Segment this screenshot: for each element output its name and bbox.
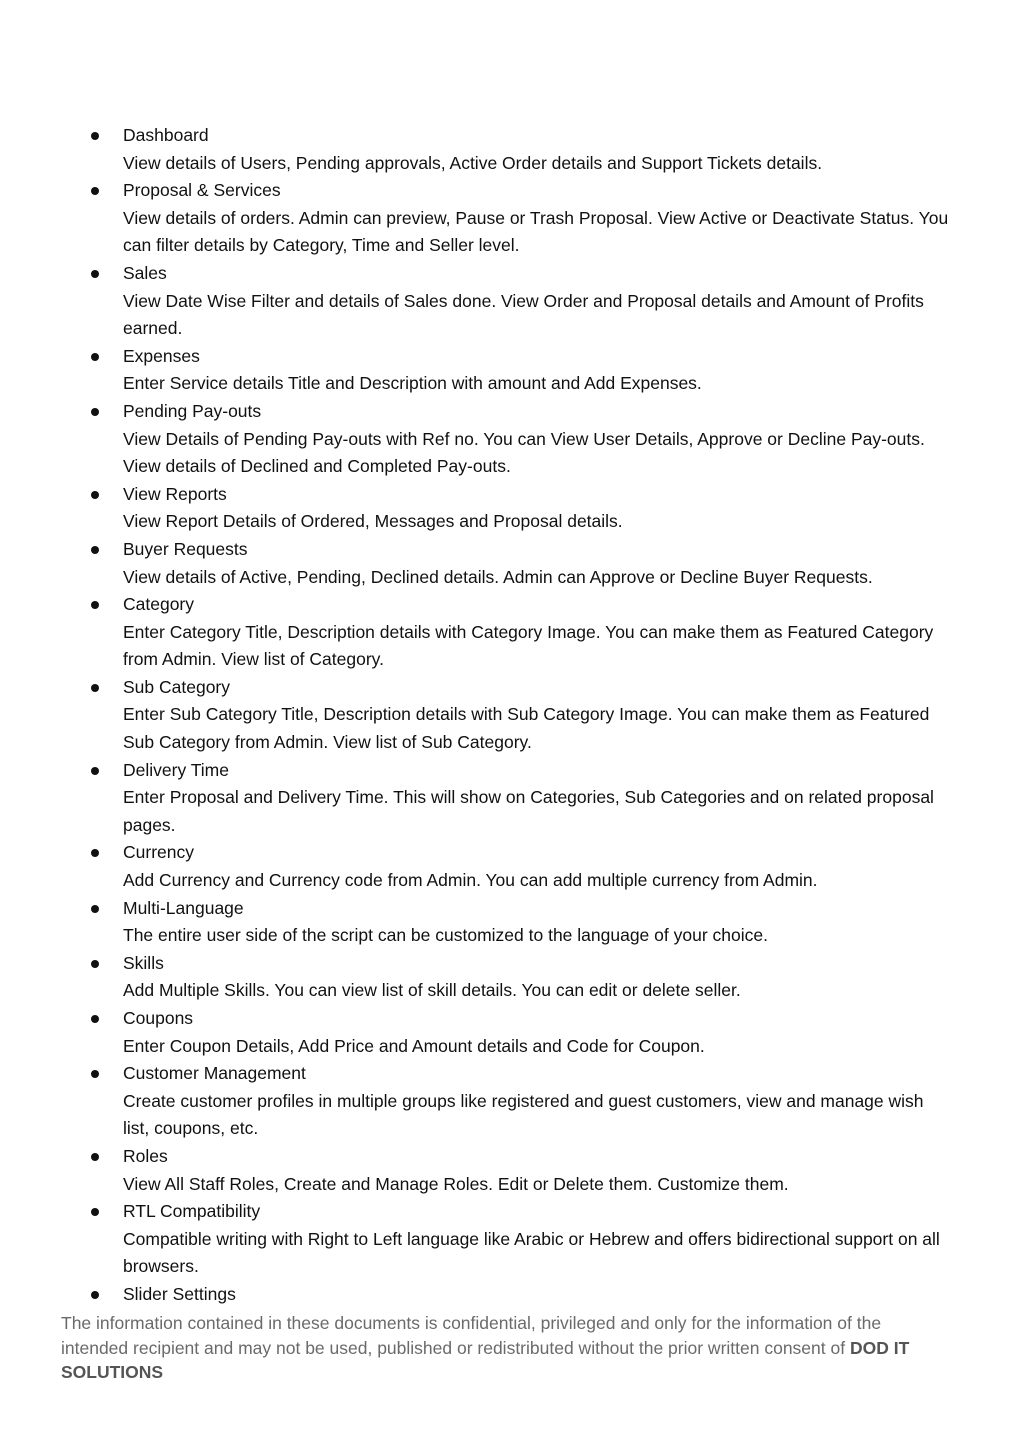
feature-title: Expenses: [123, 345, 200, 366]
feature-description: Add Currency and Currency code from Admin. You can add multiple currency from Admin.: [123, 870, 818, 891]
bullet-icon: [91, 353, 99, 361]
feature-item: [0, 1198, 1024, 1281]
bullet-icon: [91, 849, 99, 857]
feature-title: Sub Category: [123, 676, 231, 697]
feature-title: View Reports: [123, 483, 227, 504]
feature-title: Delivery Time: [123, 759, 229, 780]
feature-item: [0, 1005, 1024, 1060]
feature-description: Enter Sub Category Title, Description details with Sub Category Image. You can make them as Featured Sub Category from Admin. View list of Sub Category.: [123, 704, 930, 753]
feature-item: [0, 674, 1024, 757]
feature-item: [0, 757, 1024, 840]
feature-list: [0, 122, 1024, 1309]
footer-company-name: DOD IT SOLUTIONS: [61, 1337, 910, 1382]
feature-description: Enter Coupon Details, Add Price and Amount details and Code for Coupon.: [123, 1035, 705, 1056]
bullet-icon: [91, 491, 99, 499]
feature-item: [0, 260, 1024, 343]
bullet-icon: [91, 546, 99, 554]
bullet-icon: [91, 1153, 99, 1161]
feature-item: [0, 1281, 1024, 1309]
bullet-icon: [91, 270, 99, 278]
feature-description: View Date Wise Filter and details of Sales done. View Order and Proposal details and Amount of Profits earned.: [123, 290, 924, 339]
feature-title: Skills: [123, 952, 164, 973]
feature-title: Coupons: [123, 1008, 194, 1028]
bullet-icon: [91, 601, 99, 609]
bullet-icon: [91, 187, 99, 195]
bullet-icon: [91, 767, 99, 775]
feature-item: [0, 536, 1024, 591]
feature-description: Enter Category Title, Description details with Category Image. You can make them as Featured Category from Admin. View list of Category.: [123, 621, 934, 670]
bullet-icon: [91, 684, 99, 692]
footer-text: The information contained in these documents is confidential, privileged and only for the information of the intended recipient and may not be used, published or redistributed without the prior written consent of: [61, 1313, 882, 1358]
bullet-icon: [91, 960, 99, 968]
feature-title: Currency: [123, 842, 194, 863]
feature-item: [0, 591, 1024, 674]
feature-title: Proposal & Services: [123, 180, 281, 201]
bullet-icon: [91, 132, 99, 140]
bullet-icon: [91, 905, 99, 913]
feature-description: Create customer profiles in multiple groups like registered and guest customers, view and manage wish list, coupons, etc.: [123, 1090, 924, 1139]
feature-description: View details of orders. Admin can preview, Pause or Trash Proposal. View Active or Deactivate Status. You can filter details by Category, Time and Seller level.: [123, 207, 949, 256]
feature-title: Roles: [123, 1145, 168, 1166]
feature-description: View All Staff Roles, Create and Manage Roles. Edit or Delete them. Customize them.: [123, 1173, 789, 1194]
bullet-icon: [91, 1070, 99, 1078]
feature-title: Sales: [123, 262, 167, 283]
feature-description: Enter Proposal and Delivery Time. This will show on Categories, Sub Categories and on related proposal pages.: [123, 787, 934, 835]
feature-item: [0, 177, 1024, 260]
feature-title: RTL Compatibility: [123, 1201, 261, 1222]
feature-title: Dashboard: [123, 125, 209, 145]
feature-description: View Details of Pending Pay-outs with Ref no. You can View User Details, Approve or Decline Pay-outs. View details of Declined and Completed Pay-outs.: [123, 428, 925, 477]
feature-description: Add Multiple Skills. You can view list of skill details. You can edit or delete seller.: [123, 980, 741, 1001]
feature-item: [0, 481, 1024, 536]
feature-description: Enter Service details Title and Description with amount and Add Expenses.: [123, 373, 702, 394]
feature-title: Customer Management: [123, 1063, 306, 1084]
bullet-icon: [91, 408, 99, 416]
feature-description: View details of Active, Pending, Declined details. Admin can Approve or Decline Buyer Requests.: [123, 566, 873, 587]
feature-title: Multi-Language: [123, 897, 244, 918]
feature-description: The entire user side of the script can be customized to the language of your choice.: [123, 925, 768, 946]
feature-item: [0, 343, 1024, 398]
feature-description: View details of Users, Pending approvals, Active Order details and Support Tickets details.: [123, 152, 823, 173]
feature-item: [0, 895, 1024, 950]
feature-title: Category: [123, 594, 195, 615]
feature-description: Compatible writing with Right to Left language like Arabic or Hebrew and offers bidirectional support on all browsers.: [123, 1228, 940, 1277]
bullet-icon: [91, 1291, 99, 1299]
bullet-icon: [91, 1208, 99, 1216]
feature-item: [0, 1143, 1024, 1198]
feature-title: Pending Pay-outs: [123, 400, 262, 421]
feature-item: [0, 122, 1024, 177]
feature-title: Buyer Requests: [123, 538, 248, 559]
bullet-icon: [91, 1015, 99, 1023]
feature-item: [0, 950, 1024, 1005]
feature-item: [0, 398, 1024, 481]
feature-item: [0, 1060, 1024, 1143]
feature-title: Slider Settings: [123, 1283, 236, 1304]
feature-item: [0, 839, 1024, 894]
feature-description: View Report Details of Ordered, Messages and Proposal details.: [123, 511, 623, 532]
confidentiality-footer: [61, 1311, 951, 1385]
